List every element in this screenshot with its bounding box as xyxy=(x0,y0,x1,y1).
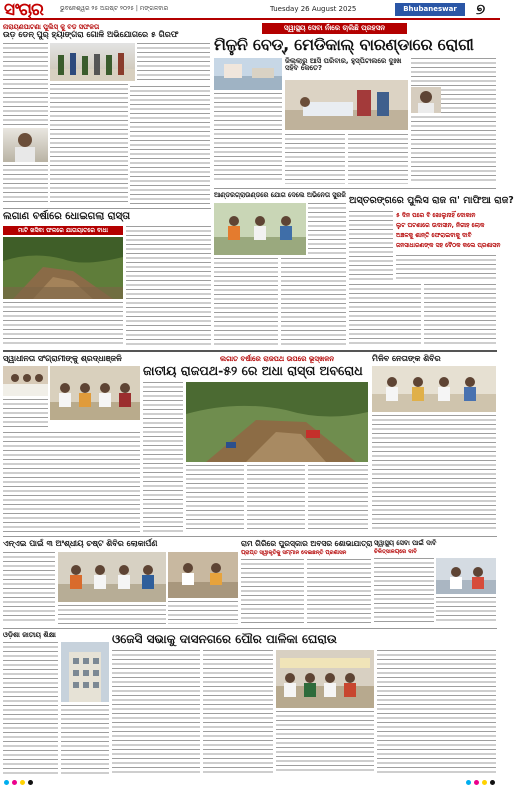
story1-photo xyxy=(50,43,135,81)
story3-text-c xyxy=(348,134,408,184)
story7-headline: ଜାତୀୟ ରାଜପଥ-୫୨ ରେ ଅଧା ରାସ୍ତା ଅବରୋଧ xyxy=(143,363,363,378)
story6-photo-b xyxy=(50,366,140,420)
yellow-registration-mark xyxy=(482,780,487,785)
story1-portrait xyxy=(3,128,48,162)
story1-text-b xyxy=(137,43,210,83)
story3-thumb xyxy=(411,87,441,113)
story6-text-a xyxy=(3,399,48,429)
story7-text-d xyxy=(308,465,368,532)
story3-text-a xyxy=(214,93,282,181)
divider xyxy=(3,350,497,352)
story3-headline: ମିଳୁନି ବେଡ୍, ମେଡିକାଲ୍ ବାରଣ୍ଡାରେ ରୋଗୀ xyxy=(214,35,474,54)
story10-text-a xyxy=(241,559,304,624)
story3-photo-main xyxy=(285,80,408,130)
story12-headline: ଓଡ଼ିଶା ଜାତୀୟ ଶିକ୍ଷା xyxy=(3,631,56,639)
black-registration-mark xyxy=(490,780,495,785)
story9-text-c xyxy=(168,601,238,624)
story9-text-a xyxy=(3,552,55,624)
story3-text-b xyxy=(285,134,345,184)
divider xyxy=(3,536,497,537)
story1-text-d xyxy=(130,86,210,204)
story2-text-c xyxy=(126,330,211,346)
story1-text-c xyxy=(50,84,128,204)
story5-text-a xyxy=(349,211,393,281)
story2-text-b xyxy=(3,302,123,346)
print-registration-strip xyxy=(0,779,500,787)
yellow-registration-mark xyxy=(20,780,25,785)
story11-subhead: ଚିକିତ୍ସାଳୟରେ ଦାବି xyxy=(374,549,417,555)
story3-photo-a xyxy=(214,58,282,90)
story2-headline: ଲଗାଣ ବର୍ଷାରେ ଧୋଇଗଲା ରାସ୍ତା xyxy=(3,211,131,222)
story1-text-e xyxy=(3,165,48,205)
newspaper-logo: ସଂଚାର xyxy=(4,0,43,20)
cyan-registration-mark xyxy=(4,780,9,785)
story5-text-b xyxy=(396,255,496,281)
story7-photo xyxy=(186,382,368,462)
story10-headline: ରାମ ଗିରିରେ ପୁରସ୍କାର ଅବସର ଶୋଭାଯାତ୍ରା xyxy=(241,539,373,548)
story3-text-d xyxy=(411,58,496,184)
story6-text-b xyxy=(3,432,140,532)
story12-photo xyxy=(61,642,109,702)
story11-text-b xyxy=(436,597,496,624)
masthead-meta: ଭୁବନେଶ୍ୱର ୨୫ ଅଗଷ୍ଟ ୨୦୨୫ | ମଙ୍ଗଳବାର xyxy=(60,5,169,12)
story7-text-c xyxy=(247,465,305,532)
story4-headline: ଆଣ୍ଡରଗ୍ରାଉଣ୍ଡରେ ଯୋଗ ଦେଲେ ଅଭିନେତା ସୁରଜି xyxy=(214,191,346,199)
story5-text-c xyxy=(349,284,421,346)
page-number: ୭ xyxy=(476,0,486,18)
story3-banner: ସ୍ୱାସ୍ଥ୍ୟ ସେବା ନାଁରେ ଚାଲିଛି ପ୍ରହସନ xyxy=(262,23,407,34)
story13-headline: ଓଜେସି ସଭାକୁ ଦାସନଗରେ ପୌର ପାଳିକା ଘେରାଉ xyxy=(112,632,337,646)
story5-headline: ଅସ୍ତରଙ୍ଗରେ ପୁଲିସ ରାଜ ନା' ମାଫିଆ ରାଜ? xyxy=(349,195,514,206)
story5-point-1: ୫ ଦିନ ପରେ ବି ଖୋଲୁନାହିଁ ଦୋକାନ xyxy=(396,212,476,219)
story7-text-a xyxy=(143,382,183,532)
story9-headline: ଏନ୍ଏଇ ପାଇଁ ୩ ଅଂଶ୍ଧୀୟ ଚଷ୍ଟ ଶିବିର ଲୋକାର୍ପଣ xyxy=(3,539,158,548)
story4-text-c xyxy=(281,258,346,346)
cyan-registration-mark xyxy=(466,780,471,785)
story6-photo-a xyxy=(3,366,48,396)
story5-text-d xyxy=(424,284,496,346)
magenta-registration-mark xyxy=(12,780,17,785)
divider xyxy=(3,208,211,209)
story12-text-a xyxy=(3,642,58,774)
story5-point-3: ଅଞ୍ଚଳକୁ ଶାନ୍ତି ଫେରାଇବାକୁ ଦାବି xyxy=(396,232,472,239)
story4-text-a xyxy=(308,203,346,255)
masthead xyxy=(0,0,500,20)
story10-text-b xyxy=(307,559,371,624)
story13-text-c xyxy=(276,711,374,774)
story12-text-b xyxy=(61,705,109,774)
story7-kicker: ଲଗାତ ବର୍ଷାରେ ରାଜପଥ ଉପରେ ଭୂସ୍ଖଳନ xyxy=(220,355,335,363)
story2-subhead: ମାଟି ଖସିବା ଫଳରେ ଯାତାୟାତରେ ବାଧା xyxy=(3,226,123,235)
story2-photo xyxy=(3,237,123,299)
divider xyxy=(3,628,497,629)
story3-deck: ଜିଲ୍ଲାରୁ ଆସି ପରିବାର, ହୁସ୍ପିଟାଲରେ ଦୁଃଖ ସହିବ କେତେ? xyxy=(285,57,402,73)
story1-text xyxy=(3,43,48,125)
story11-photo xyxy=(436,558,496,594)
story10-subhead: ପ୍ରାପ୍ତ ସ୍ୱୀକୃତିକୁ ସମ୍ମାନ ଦେଇଛନ୍ତି ପ୍ରଶାସନ xyxy=(241,550,347,556)
story7-text-b xyxy=(186,465,244,532)
story11-headline: ସ୍ୱାସ୍ଥ୍ୟ ସେବା ପାଇଁ ଦାବି xyxy=(374,539,437,547)
divider xyxy=(214,188,496,189)
story6-headline: ସ୍ୱାଧୀନତା ସଂଗ୍ରାମୀଙ୍କୁ ଶ୍ରଦ୍ଧାଞ୍ଜଳି xyxy=(3,354,122,363)
magenta-registration-mark xyxy=(474,780,479,785)
story4-photo xyxy=(214,203,306,255)
masthead-city: Bhubaneswar xyxy=(395,3,465,16)
story1-headline: ଉଡ଼ ଡେନ୍ ପୁର୍ ହ୍ୟାଙ୍ଗରା ଗୋଳି ଅଭିଯୋଗରେ ୫ ଗିରଫ xyxy=(3,30,179,39)
black-registration-mark xyxy=(28,780,33,785)
story1-kicker: ନାରାୟଣପାଟଣା ପୁଲିସ୍ କୁ ବଡ଼ ସଫଳତା xyxy=(3,23,100,31)
story13-text-b xyxy=(203,650,273,774)
story4-text-b xyxy=(214,258,278,346)
story9-photo-b xyxy=(168,552,238,598)
story11-text-a xyxy=(374,558,434,624)
story8-photo xyxy=(372,366,496,412)
story9-text-b xyxy=(58,605,166,624)
masthead-date: Tuesday 26 August 2025 xyxy=(270,5,357,13)
story8-text xyxy=(372,415,496,532)
story9-photo xyxy=(58,552,166,602)
story2-text xyxy=(126,226,211,326)
story5-point-2: ଲୁଟ ଘଟଣାରେ ଉଦାସୀନ, ନିରୀହ ଲୋକ xyxy=(396,222,485,229)
story8-headline: ମିଳିବ ନେତାଙ୍କ ଶିବିର xyxy=(372,354,441,363)
story13-text-a xyxy=(112,650,200,774)
story13-text-d xyxy=(377,650,496,774)
story13-photo xyxy=(276,650,374,708)
story5-point-4: ଜନସାଧାରଣଙ୍କ ସହ ବୈଠକ କଲେ ପ୍ରଶାସନ xyxy=(396,242,501,249)
